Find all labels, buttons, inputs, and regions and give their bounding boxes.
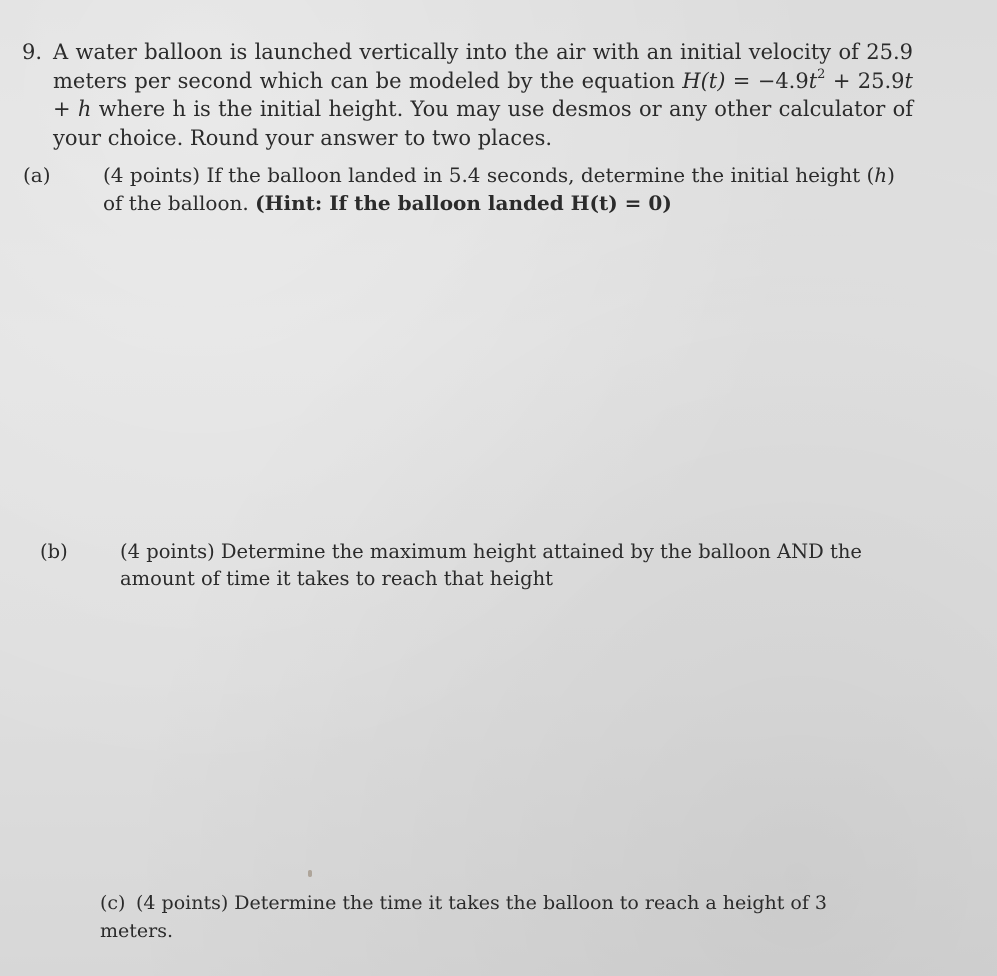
part-a [23, 161, 913, 217]
question-number: 9. [22, 40, 43, 64]
part-a-points: (4 points) [103, 163, 201, 187]
equation-exponent: 2 [817, 66, 826, 82]
part-c-points: (4 points) [136, 892, 229, 914]
equation-coef-a: −4.9 [757, 68, 809, 93]
part-b [40, 538, 910, 592]
equation-h: h [77, 97, 92, 121]
part-c-text: Determine the time it takes the balloon to reach a height of 3 meters. [100, 892, 828, 942]
part-b-points: (4 points) [120, 540, 215, 563]
part-b-text: Determine the maximum height attained by the balloon AND the amount of time it takes to reach that height [120, 540, 862, 590]
part-a-h: h [874, 163, 888, 187]
equation-var-t2: t [904, 68, 913, 93]
equation-equals: = [725, 68, 758, 93]
equation-plus: + [53, 97, 78, 121]
equation-var-t: t [808, 68, 818, 93]
question-text-rest: where h is the initial height. You may use desmos or any other calculator of your choice. Round your answer to two places. [53, 97, 913, 150]
part-c [100, 889, 900, 945]
part-a-text-1: If the balloon landed in 5.4 seconds, determine the initial height ( [200, 163, 875, 187]
equation-term-b: + 25.9 [825, 68, 905, 93]
part-b-label: (b) [40, 540, 68, 563]
part-c-label: (c) [100, 892, 126, 914]
part-a-label: (a) [23, 163, 51, 187]
question-text-intro: A water balloon is launched vertically into the air with an initial velocity of 25.9 meters per second which can be modeled by the equation [53, 40, 913, 93]
equation-lhs: H(t) [682, 68, 726, 93]
question-text [53, 38, 913, 152]
pencil-mark [308, 870, 312, 877]
part-a-hint: (Hint: If the balloon landed H(t) = 0) [255, 191, 672, 215]
part-a-text-2: ) of the balloon. [103, 163, 895, 215]
